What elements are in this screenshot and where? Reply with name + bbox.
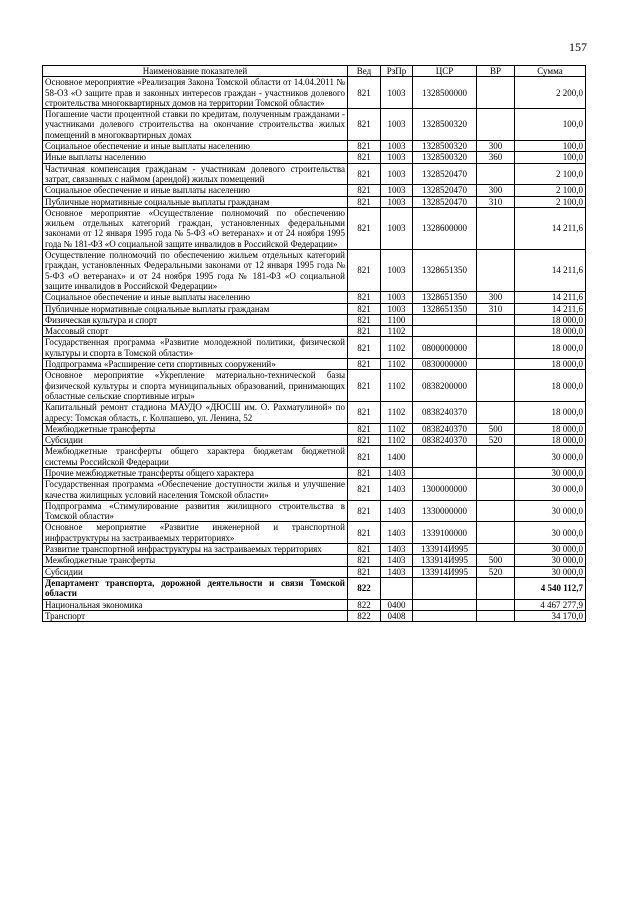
cell-name: Частичная компенсация гражданам - участникам долевого строительства затрат, связанных с наймом (арендой) жилых помещений <box>43 163 348 185</box>
cell-vr: 500 <box>477 555 515 566</box>
cell-csr: 0800000000 <box>413 337 477 359</box>
cell-ved: 821 <box>348 185 381 196</box>
cell-csr: 0838240370 <box>413 402 477 424</box>
cell-csr: 1339100000 <box>413 522 477 544</box>
cell-sum: 30 000,0 <box>515 555 586 566</box>
cell-sum: 30 000,0 <box>515 522 586 544</box>
cell-vr <box>477 479 515 501</box>
cell-vr <box>477 467 515 478</box>
cell-rzpr: 1102 <box>381 337 413 359</box>
cell-vr: 360 <box>477 152 515 163</box>
cell-sum: 30 000,0 <box>515 544 586 555</box>
cell-sum: 30 000,0 <box>515 446 586 468</box>
cell-sum: 18 000,0 <box>515 337 586 359</box>
cell-ved: 821 <box>348 544 381 555</box>
cell-csr: 1300000000 <box>413 479 477 501</box>
table-row <box>43 599 586 610</box>
cell-vr <box>477 544 515 555</box>
cell-csr: 1328520470 <box>413 163 477 185</box>
cell-ved: 821 <box>348 402 381 424</box>
cell-vr <box>477 359 515 370</box>
table-row <box>43 337 586 359</box>
cell-sum: 100,0 <box>515 141 586 152</box>
table-row <box>43 292 586 303</box>
table-body <box>43 77 586 622</box>
cell-rzpr: 1403 <box>381 479 413 501</box>
table-row <box>43 500 586 522</box>
cell-ved: 821 <box>348 500 381 522</box>
table-row <box>43 314 586 325</box>
cell-rzpr: 1003 <box>381 185 413 196</box>
cell-csr: 1328520470 <box>413 185 477 196</box>
cell-vr <box>477 109 515 141</box>
cell-rzpr: 1403 <box>381 555 413 566</box>
cell-csr: 1328651350 <box>413 303 477 314</box>
cell-csr <box>413 610 477 621</box>
cell-name: Межбюджетные трансферты общего характера бюджетам бюджетной системы Российской Федерации <box>43 446 348 468</box>
cell-vr <box>477 522 515 544</box>
cell-name: Подпрограмма «Расширение сети спортивных сооружений» <box>43 359 348 370</box>
cell-csr: 0838240370 <box>413 435 477 446</box>
cell-csr <box>413 577 477 599</box>
cell-ved: 822 <box>348 577 381 599</box>
cell-csr <box>413 599 477 610</box>
table-row <box>43 423 586 434</box>
cell-ved: 821 <box>348 77 381 109</box>
cell-name: Социальное обеспечение и иные выплаты населению <box>43 292 348 303</box>
cell-csr <box>413 326 477 337</box>
cell-rzpr: 1102 <box>381 326 413 337</box>
cell-ved: 821 <box>348 435 381 446</box>
cell-name: Основное мероприятие «Осуществление полномочий по обеспечению жильем отдельных категорий граждан, установленных федеральными законами от 12 января 1995 года № 5-ФЗ «О ветеранах» и от 24 ноября 1995 года № 181-ФЗ «О социальной защите инвалидов в Российской Федерации» <box>43 207 348 249</box>
cell-sum: 2 100,0 <box>515 196 586 207</box>
cell-rzpr: 1003 <box>381 152 413 163</box>
cell-sum: 14 211,6 <box>515 303 586 314</box>
cell-name: Основное мероприятие «Реализация Закона Томской области от 14.04.2011 № 58-ОЗ «О защите прав и законных интересов граждан - участников долевого строительства многоквартирных домов на территории Томской области» <box>43 77 348 109</box>
cell-ved: 821 <box>348 467 381 478</box>
cell-csr: 0830000000 <box>413 359 477 370</box>
cell-csr <box>413 446 477 468</box>
cell-ved: 821 <box>348 314 381 325</box>
cell-ved: 821 <box>348 196 381 207</box>
cell-csr: 1330000000 <box>413 500 477 522</box>
cell-ved: 821 <box>348 479 381 501</box>
table-row <box>43 359 586 370</box>
table-row <box>43 610 586 621</box>
cell-name: Иные выплаты населению <box>43 152 348 163</box>
cell-name: Массовый спорт <box>43 326 348 337</box>
cell-csr <box>413 467 477 478</box>
cell-vr: 500 <box>477 423 515 434</box>
cell-vr: 300 <box>477 185 515 196</box>
cell-ved: 821 <box>348 359 381 370</box>
cell-name: Осуществление полномочий по обеспечению жильем отдельных категорий граждан, установленных Федеральными законами от 12 января 1995 года № 5-ФЗ «О ветеранах» и от 24 ноября 1995 года № 181-ФЗ «О социальной защите инвалидов в Российской Федерации» <box>43 250 348 292</box>
cell-rzpr: 1003 <box>381 303 413 314</box>
cell-name: Погашение части процентной ставки по кредитам, полученным гражданами - участниками долевого строительства на окончание строительства жилых помещений в многоквартирных домах <box>43 109 348 141</box>
cell-sum: 2 100,0 <box>515 185 586 196</box>
cell-name: Субсидии <box>43 435 348 446</box>
table-row <box>43 555 586 566</box>
cell-sum: 14 211,6 <box>515 292 586 303</box>
header-vr: ВР <box>477 66 515 77</box>
cell-rzpr: 1100 <box>381 314 413 325</box>
cell-sum: 18 000,0 <box>515 435 586 446</box>
cell-name: Межбюджетные трансферты <box>43 423 348 434</box>
cell-name: Государственная программа «Развитие молодежной политики, физической культуры и спорта в Томской области» <box>43 337 348 359</box>
cell-sum: 18 000,0 <box>515 314 586 325</box>
table-row <box>43 467 586 478</box>
table-row <box>43 250 586 292</box>
cell-rzpr: 1102 <box>381 359 413 370</box>
cell-csr <box>413 314 477 325</box>
cell-ved: 821 <box>348 337 381 359</box>
table-row <box>43 522 586 544</box>
cell-sum: 2 100,0 <box>515 163 586 185</box>
table-row <box>43 479 586 501</box>
cell-sum: 18 000,0 <box>515 370 586 402</box>
cell-name: Прочие межбюджетные трансферты общего характера <box>43 467 348 478</box>
header-rzpr: РзПр <box>381 66 413 77</box>
table-row <box>43 77 586 109</box>
cell-sum: 18 000,0 <box>515 402 586 424</box>
cell-vr: 300 <box>477 292 515 303</box>
cell-csr: 1328500320 <box>413 152 477 163</box>
cell-sum: 14 211,6 <box>515 207 586 249</box>
cell-name: Межбюджетные трансферты <box>43 555 348 566</box>
cell-csr: 1328520470 <box>413 196 477 207</box>
cell-sum: 4 540 112,7 <box>515 577 586 599</box>
cell-vr <box>477 370 515 402</box>
cell-name: Национальная экономика <box>43 599 348 610</box>
cell-name: Социальное обеспечение и иные выплаты населению <box>43 141 348 152</box>
cell-sum: 30 000,0 <box>515 467 586 478</box>
cell-rzpr: 1003 <box>381 109 413 141</box>
cell-vr: 520 <box>477 566 515 577</box>
table-row <box>43 109 586 141</box>
cell-rzpr: 1102 <box>381 402 413 424</box>
cell-rzpr: 1102 <box>381 370 413 402</box>
table-row <box>43 566 586 577</box>
cell-sum: 2 200,0 <box>515 77 586 109</box>
cell-vr <box>477 250 515 292</box>
cell-csr: 0838200000 <box>413 370 477 402</box>
cell-sum: 30 000,0 <box>515 566 586 577</box>
cell-name: Публичные нормативные социальные выплаты гражданам <box>43 303 348 314</box>
cell-ved: 822 <box>348 610 381 621</box>
cell-name: Капитальный ремонт стадиона МАУДО «ДЮСШ им. О. Рахматулиной» по адресу: Томская область, г. Колпашево, ул. Ленина, 52 <box>43 402 348 424</box>
cell-sum: 14 211,6 <box>515 250 586 292</box>
table-row <box>43 185 586 196</box>
cell-vr <box>477 163 515 185</box>
cell-ved: 821 <box>348 566 381 577</box>
cell-ved: 821 <box>348 141 381 152</box>
cell-name: Основное мероприятие «Развитие инженерной и транспортной инфраструктуры на застраиваемых территориях» <box>43 522 348 544</box>
cell-csr: 133914И995 <box>413 555 477 566</box>
cell-ved: 822 <box>348 599 381 610</box>
table-row <box>43 544 586 555</box>
cell-rzpr: 1003 <box>381 141 413 152</box>
cell-ved: 821 <box>348 370 381 402</box>
cell-csr: 1328651350 <box>413 292 477 303</box>
cell-ved: 821 <box>348 207 381 249</box>
cell-csr: 133914И995 <box>413 566 477 577</box>
cell-name: Социальное обеспечение и иные выплаты населению <box>43 185 348 196</box>
cell-ved: 821 <box>348 303 381 314</box>
cell-name: Подпрограмма «Стимулирование развития жилищного строительства в Томской области» <box>43 500 348 522</box>
cell-csr: 0838240370 <box>413 423 477 434</box>
cell-rzpr: 1403 <box>381 566 413 577</box>
budget-table <box>42 65 586 622</box>
table-row <box>43 435 586 446</box>
cell-vr <box>477 77 515 109</box>
cell-csr: 1328651350 <box>413 250 477 292</box>
header-name: Наименование показателей <box>43 66 348 77</box>
cell-rzpr: 0400 <box>381 599 413 610</box>
cell-csr: 1328500000 <box>413 77 477 109</box>
table-row <box>43 152 586 163</box>
cell-csr: 1328500320 <box>413 141 477 152</box>
cell-vr <box>477 577 515 599</box>
table-row <box>43 207 586 249</box>
header-sum: Сумма <box>515 66 586 77</box>
cell-csr: 1328500320 <box>413 109 477 141</box>
table-row <box>43 446 586 468</box>
cell-sum: 30 000,0 <box>515 479 586 501</box>
cell-csr: 1328600000 <box>413 207 477 249</box>
cell-vr <box>477 314 515 325</box>
cell-csr: 133914И995 <box>413 544 477 555</box>
cell-sum: 18 000,0 <box>515 359 586 370</box>
table-row <box>43 577 586 599</box>
cell-sum: 34 170,0 <box>515 610 586 621</box>
cell-vr: 310 <box>477 196 515 207</box>
cell-rzpr: 1003 <box>381 250 413 292</box>
cell-rzpr: 1003 <box>381 292 413 303</box>
cell-ved: 821 <box>348 152 381 163</box>
cell-vr <box>477 402 515 424</box>
header-ved: Вед <box>348 66 381 77</box>
cell-name: Основное мероприятие «Укрепление материально-технической базы физической культуры и спорта муниципальных образований, принимающих областные сельские спортивные игры» <box>43 370 348 402</box>
table-header-row <box>43 66 586 77</box>
cell-sum: 100,0 <box>515 152 586 163</box>
cell-rzpr: 1403 <box>381 522 413 544</box>
header-csr: ЦСР <box>413 66 477 77</box>
cell-ved: 821 <box>348 109 381 141</box>
cell-ved: 821 <box>348 446 381 468</box>
cell-vr: 300 <box>477 141 515 152</box>
cell-name: Департамент транспорта, дорожной деятельности и связи Томской области <box>43 577 348 599</box>
cell-ved: 821 <box>348 326 381 337</box>
cell-rzpr: 0408 <box>381 610 413 621</box>
cell-vr <box>477 599 515 610</box>
cell-ved: 821 <box>348 555 381 566</box>
cell-rzpr: 1003 <box>381 196 413 207</box>
table-row <box>43 141 586 152</box>
cell-rzpr: 1403 <box>381 467 413 478</box>
table-row <box>43 326 586 337</box>
table-row <box>43 402 586 424</box>
cell-ved: 821 <box>348 163 381 185</box>
cell-vr <box>477 207 515 249</box>
cell-rzpr: 1003 <box>381 163 413 185</box>
cell-name: Развитие транспортной инфраструктуры на застраиваемых территориях <box>43 544 348 555</box>
cell-vr <box>477 446 515 468</box>
cell-vr <box>477 326 515 337</box>
cell-rzpr: 1102 <box>381 435 413 446</box>
cell-vr <box>477 500 515 522</box>
cell-name: Физическая культура и спорт <box>43 314 348 325</box>
cell-vr <box>477 610 515 621</box>
cell-vr: 310 <box>477 303 515 314</box>
cell-sum: 4 467 277,9 <box>515 599 586 610</box>
cell-rzpr: 1003 <box>381 77 413 109</box>
cell-sum: 18 000,0 <box>515 423 586 434</box>
cell-sum: 18 000,0 <box>515 326 586 337</box>
cell-vr: 520 <box>477 435 515 446</box>
cell-name: Публичные нормативные социальные выплаты гражданам <box>43 196 348 207</box>
cell-name: Транспорт <box>43 610 348 621</box>
cell-ved: 821 <box>348 423 381 434</box>
cell-vr <box>477 337 515 359</box>
cell-sum: 100,0 <box>515 109 586 141</box>
cell-ved: 821 <box>348 250 381 292</box>
cell-ved: 821 <box>348 522 381 544</box>
cell-ved: 821 <box>348 292 381 303</box>
cell-sum: 30 000,0 <box>515 500 586 522</box>
cell-rzpr: 1003 <box>381 207 413 249</box>
cell-rzpr <box>381 577 413 599</box>
table-row <box>43 196 586 207</box>
cell-rzpr: 1400 <box>381 446 413 468</box>
cell-name: Государственная программа «Обеспечение доступности жилья и улучшение качества жилищных условий населения Томской области» <box>43 479 348 501</box>
cell-name: Субсидии <box>43 566 348 577</box>
cell-rzpr: 1102 <box>381 423 413 434</box>
cell-rzpr: 1403 <box>381 544 413 555</box>
cell-rzpr: 1403 <box>381 500 413 522</box>
table-row <box>43 163 586 185</box>
page-number: 157 <box>569 40 587 54</box>
table-row <box>43 303 586 314</box>
table-row <box>43 370 586 402</box>
